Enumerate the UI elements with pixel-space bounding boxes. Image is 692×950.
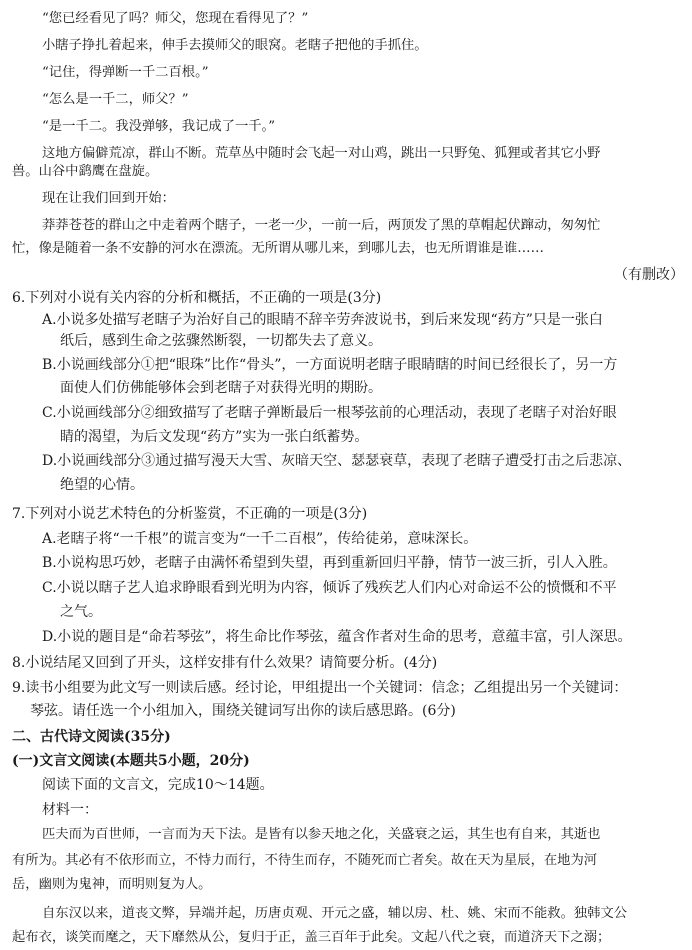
- question-8: 8.小说结尾又回到了开头，这样安排有什么效果？请简要分析。(4分): [12, 655, 438, 671]
- section-2-heading: 二、古代诗文阅读(35分): [12, 729, 171, 745]
- question-6-option-c: C.小说画线部分②细致描写了老瞎子弹断最后一根琴弦前的心理活动，表现了老瞎子对治好眼: [42, 405, 617, 421]
- story-line-2: 小瞎子挣扎着起来，伸手去摸师父的眼窝。老瞎子把他的手抓住。: [42, 38, 428, 53]
- excerpt-line-3: 岳，幽则为鬼神，而明则复为人。: [12, 877, 212, 892]
- question-6-option-d: D.小说画线部分③通过描写漫天大雪、灰暗天空、瑟瑟衰草，表现了老瞎子遭受打击之后悲凉、: [42, 453, 632, 469]
- excerpt-line-5: 起布衣，谈笑而麾之，天下靡然从公，复归于正，盖三百年于此矣。文起八代之衰，而道济天下之溺；: [12, 930, 611, 945]
- story-line-6: 这地方偏僻荒凉，群山不断。荒草丛中随时会飞起一对山鸡，跳出一只野兔、狐狸或者其它小野: [42, 146, 601, 161]
- story-line-10: 忙，像是随着一条不安静的河水在漂流。无所谓从哪儿来，到哪儿去，也无所谓谁是谁……: [12, 241, 544, 256]
- section-2-subheading: (一)文言文阅读(本题共5小题，20分): [12, 753, 250, 769]
- question-7-option-d: D.小说的题目是“命若琴弦”，将生命比作琴弦，蕴含作者对生命的思考，意蕴丰富，引人深思。: [42, 629, 632, 645]
- reading-instruction: 阅读下面的文言文，完成10～14题。: [42, 777, 274, 793]
- question-7-option-b: B.小说构思巧妙，老瞎子由满怀希望到失望，再到重新回归平静，情节一波三折，引人入胜。: [42, 555, 617, 571]
- question-9: 9.读书小组要为此文写一则读后感。经讨论，甲组提出一个关键词：信念；乙组提出另一个关键词：: [12, 680, 628, 696]
- excerpt-line-2: 有所为。其必有不依形而立，不恃力而行，不待生而存，不随死而亡者矣。故在天为星辰，在地为河: [12, 853, 598, 868]
- question-6-option-b-cont: 面使人们仿佛能够体会到老瞎子对获得光明的期盼。: [60, 380, 382, 396]
- story-line-7: 兽。山谷中鹞鹰在盘旋。: [12, 164, 159, 179]
- question-6-option-a: A.小说多处描写老瞎子为治好自己的眼睛不辞辛劳奔波说书，到后来发现“药方”只是一张白: [42, 312, 603, 328]
- question-6-option-a-cont: 纸后，感到生命之弦骤然断裂，一切都失去了意义。: [60, 333, 382, 349]
- question-7-option-a: A.老瞎子将“一千根”的谎言变为“一千二百根”，传给徒弟，意味深长。: [42, 531, 478, 547]
- story-line-5: “是一千二。我没弹够，我记成了一千。”: [42, 119, 275, 134]
- story-line-8: 现在让我们回到开始：: [42, 191, 175, 206]
- question-6-stem: 6.下列对小说有关内容的分析和概括，不正确的一项是(3分): [12, 290, 382, 306]
- revision-note: （有删改）: [614, 267, 684, 283]
- question-9-cont: 琴弦。请任选一个小组加入，围绕关键词写出你的读后感思路。(6分): [30, 703, 456, 719]
- question-7-stem: 7.下列对小说艺术特色的分析鉴赏，不正确的一项是(3分): [12, 506, 368, 522]
- story-line-3: “记住，得弹断一千二百根。”: [42, 65, 209, 80]
- question-6-option-d-cont: 绝望的心情。: [60, 477, 144, 493]
- question-6-option-c-cont: 睛的渴望，为后文发现“药方”实为一张白纸蓄势。: [60, 429, 369, 445]
- question-6-option-b: B.小说画线部分①把“眼珠”比作“骨头”，一方面说明老瞎子眼睛瞎的时间已经很长了，另一方: [42, 357, 618, 373]
- excerpt-line-1: 匹夫而为百世师，一言而为天下法。是皆有以参天地之化，关盛衰之运，其生也有自来，其逝也: [42, 827, 601, 842]
- story-line-1: “您已经看见了吗？师父，您现在看得见了？”: [42, 11, 309, 26]
- story-line-9: 莽莽苍苍的群山之中走着两个瞎子，一老一少，一前一后，两顶发了黑的草帽起伏蹿动，匆匆忙: [42, 218, 601, 233]
- question-7-option-c-cont: 之气。: [60, 604, 102, 620]
- question-7-option-c: C.小说以瞎子艺人追求睁眼看到光明为内容，倾诉了残疾艺人们内心对命运不公的愤慨和不平: [42, 580, 617, 596]
- material-label: 材料一：: [42, 802, 98, 818]
- story-line-4: “怎么是一千二，师父？”: [42, 92, 189, 107]
- excerpt-line-4: 自东汉以来，道丧文弊，异端并起，历唐贞观、开元之盛，辅以房、杜、姚、宋而不能救。独韩文公: [42, 906, 628, 921]
